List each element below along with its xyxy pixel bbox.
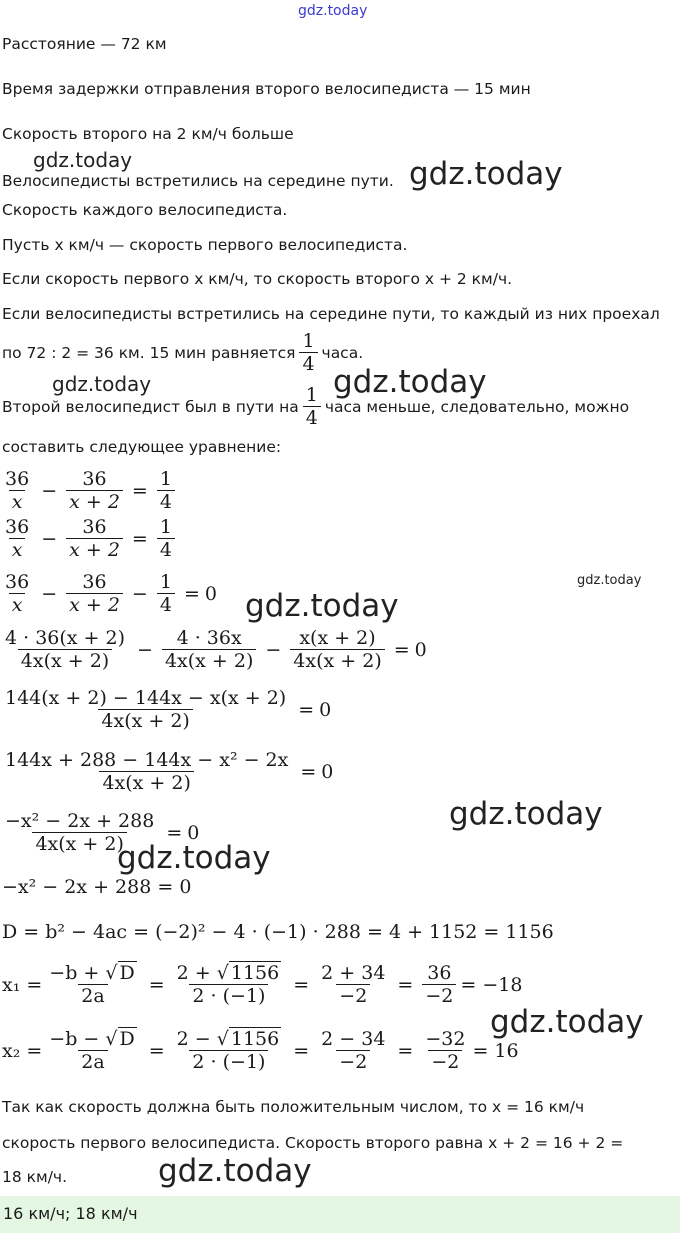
- denominator: 2a: [78, 1050, 107, 1073]
- fraction: [2, 627, 128, 672]
- solution-second-is: 18 км/ч.: [2, 1168, 68, 1186]
- solution-half-line: [2, 330, 363, 375]
- numerator: 4 · 36x: [176, 627, 242, 649]
- numerator: 4 · 36(x + 2): [5, 627, 126, 649]
- fraction: [157, 571, 175, 616]
- numerator: 36: [82, 468, 107, 490]
- denominator: −2: [336, 1050, 370, 1073]
- second-text-b: часа меньше, следовательно, можно: [324, 397, 630, 416]
- watermark: gdz.today: [449, 796, 603, 832]
- numerator: 36: [5, 516, 30, 538]
- numerator: −32: [425, 1028, 466, 1050]
- question: Скорость каждого велосипедиста.: [2, 201, 288, 219]
- denominator: 4: [157, 538, 175, 561]
- radicand: 1156: [230, 1028, 280, 1050]
- denominator: x: [9, 490, 26, 513]
- denominator: 2 · (−1): [189, 984, 268, 1007]
- x2-label: x₂ =: [2, 1039, 43, 1062]
- watermark: gdz.today: [245, 588, 399, 624]
- watermark: gdz.today: [298, 3, 368, 19]
- watermark: gdz.today: [158, 1153, 312, 1189]
- root-x2: x₂ = $\frac{-b - √ D}{2a}$ = $\frac{2 - √ 1156}{2 \cdot (-1)}$ = $\frac{2 - 34}{-2}$ = $\frac{-32}{-2}$ = 16: [2, 1028, 519, 1073]
- fraction: [2, 571, 32, 616]
- denominator: −2: [428, 1050, 462, 1073]
- numerator: 144(x + 2) − 144x − x(x + 2): [5, 687, 287, 709]
- denominator: 4x(x + 2): [99, 771, 193, 794]
- given-met: Велосипедисты встретились на середине пути.: [2, 172, 394, 190]
- denominator: 2 · (−1): [189, 1050, 268, 1073]
- numerator: 36: [82, 516, 107, 538]
- numerator: 144x + 288 − 144x − x² − 2x: [5, 749, 289, 771]
- given-distance: Расстояние — 72 км: [2, 35, 167, 53]
- numerator: x(x + 2): [299, 627, 376, 649]
- numerator: 2 − 34: [321, 1028, 386, 1050]
- numerator: 36: [427, 962, 452, 984]
- fraction: [46, 1028, 139, 1073]
- numerator: −x² − 2x + 288: [5, 810, 155, 832]
- denominator: 4x(x + 2): [18, 649, 112, 672]
- denominator: 2a: [78, 984, 107, 1007]
- numerator: 2 + √ 1156: [176, 962, 280, 984]
- watermark: gdz.today: [409, 156, 563, 192]
- watermark: gdz.today: [117, 840, 271, 876]
- numerator: 36: [5, 571, 30, 593]
- denominator: x: [9, 538, 26, 561]
- zero: 0: [321, 760, 334, 783]
- fraction: [422, 1028, 468, 1073]
- fraction: [2, 749, 291, 794]
- denominator: x + 2: [66, 593, 123, 616]
- second-text-a: Второй велосипедист был в пути на: [2, 397, 299, 416]
- equation-6: $\frac{\text{144x + 288 − 144x − x² − 2x}}{4x(x + 2)}$ = 0: [2, 749, 333, 794]
- answer-box: [0, 1196, 680, 1233]
- minus-b: −b −: [49, 1028, 100, 1050]
- solution-if-met: Если велосипедисты встретились на середине пути, то каждый из них проехал: [2, 305, 660, 323]
- denominator: 4x(x + 2): [98, 709, 192, 732]
- denominator: 4x(x + 2): [290, 649, 384, 672]
- fraction: [422, 962, 456, 1007]
- watermark: gdz.today: [490, 1004, 644, 1040]
- fraction: [157, 516, 175, 561]
- minus-b: −b +: [49, 962, 100, 984]
- denominator: −2: [422, 984, 456, 1007]
- given-speed-diff: Скорость второго на 2 км/ч больше: [2, 125, 294, 143]
- radicand: D: [119, 1028, 135, 1050]
- numerator: −b − √ D: [49, 1028, 135, 1050]
- solution-if-speed: Если скорость первого x км/ч, то скорость второго x + 2 км/ч.: [2, 270, 513, 288]
- zero: 0: [187, 821, 200, 844]
- solution-first-is: скорость первого велосипедиста. Скорость второго равна x + 2 = 16 + 2 =: [2, 1134, 624, 1152]
- numerator: 1: [159, 468, 172, 490]
- watermark: gdz.today: [577, 573, 642, 588]
- equation-8: −x² − 2x + 288 = 0: [2, 876, 192, 898]
- fraction: [2, 516, 32, 561]
- denominator: −2: [336, 984, 370, 1007]
- numerator: 36: [5, 468, 30, 490]
- zero: 0: [414, 638, 427, 661]
- denominator: 4x(x + 2): [32, 832, 126, 855]
- x1-result: = −18: [460, 973, 523, 996]
- equation-7: $\frac{\text{−x² − 2x + 288}}{4x(x + 2)}$ = 0: [2, 810, 199, 855]
- solution-second-line: [2, 384, 629, 429]
- denominator: 4x(x + 2): [162, 649, 256, 672]
- fraction: [157, 468, 175, 513]
- numerator: 1: [159, 516, 172, 538]
- watermark: gdz.today: [333, 364, 487, 400]
- denominator: 4: [157, 490, 175, 513]
- fraction: [318, 1028, 388, 1073]
- denominator: 4: [157, 593, 175, 616]
- denominator: 4: [303, 406, 321, 429]
- quarter-fraction: [303, 384, 321, 429]
- numerator: 2 + 34: [321, 962, 386, 984]
- numerator: −b + √ D: [49, 962, 135, 984]
- denominator: x + 2: [66, 490, 123, 513]
- numerator: 2 − √ 1156: [176, 1028, 280, 1050]
- solution-let: Пусть x км/ч — скорость первого велосипедиста.: [2, 236, 408, 254]
- numerator: 1: [159, 571, 172, 593]
- half-text-b: часа.: [321, 343, 364, 362]
- watermark: gdz.today: [52, 372, 152, 396]
- fraction: [162, 627, 256, 672]
- radicand: 1156: [230, 962, 280, 984]
- numerator: 1: [305, 384, 318, 406]
- answer-text: 16 км/ч; 18 км/ч: [3, 1204, 138, 1223]
- numerator: 36: [82, 571, 107, 593]
- zero: 0: [204, 582, 217, 605]
- fraction: [2, 810, 157, 855]
- denominator: 4: [299, 352, 317, 375]
- quarter-fraction: [299, 330, 317, 375]
- fraction: [2, 468, 32, 513]
- solution-positive: Так как скорость должна быть положительным числом, то x = 16 км/ч: [2, 1098, 585, 1116]
- watermark: gdz.today: [33, 148, 133, 172]
- zero: 0: [319, 698, 332, 721]
- two-minus: 2 −: [176, 1028, 211, 1050]
- denominator: x + 2: [66, 538, 123, 561]
- fraction: [174, 962, 285, 1007]
- two-plus: 2 +: [176, 962, 211, 984]
- fraction: [290, 627, 384, 672]
- fraction: [46, 962, 139, 1007]
- equation-2: $\frac{36}{x}$ − $\frac{36}{x + 2}$ = $\frac{1}{4}$: [2, 516, 179, 561]
- solution-compose: составить следующее уравнение:: [2, 438, 282, 456]
- fraction: [2, 687, 289, 732]
- equation-4: $\frac{4 \cdot 36(x + 2)}{4x(x + 2)}$ − $\frac{4 \cdot 36x}{4x(x + 2)}$ − $\frac{x(x + 2)}{4x(x + 2)}$ = 0: [2, 627, 427, 672]
- numerator: 1: [302, 330, 315, 352]
- fraction: [66, 468, 123, 513]
- fraction: [66, 571, 123, 616]
- fraction: [66, 516, 123, 561]
- fraction: [174, 1028, 285, 1073]
- fraction: [318, 962, 388, 1007]
- denominator: x: [9, 593, 26, 616]
- x2-result: = 16: [472, 1039, 519, 1062]
- x1-label: x₁ =: [2, 973, 43, 996]
- radicand: D: [119, 962, 135, 984]
- discriminant: D = b² − 4ac = (−2)² − 4 · (−1) · 288 = 4 + 1152 = 1156: [2, 921, 554, 943]
- given-delay: Время задержки отправления второго велосипедиста — 15 мин: [2, 80, 531, 98]
- equation-3: $\frac{36}{x}$ − $\frac{36}{x + 2}$ − $\frac{1}{4}$ = 0: [2, 571, 217, 616]
- equation-5: $\frac{144(x + 2) - 144x - x(x + 2)}{4x(x + 2)}$ = 0: [2, 687, 331, 732]
- half-text-a: по 72 : 2 = 36 км. 15 мин равняется: [2, 343, 296, 362]
- root-x1: x₁ = $\frac{-b + √ D}{2a}$ = $\frac{2 + √ 1156}{2 \cdot (-1)}$ = $\frac{2 + 34}{-2}$ = $\frac{36}{-2}$ = −18: [2, 962, 523, 1007]
- equation-1: $\frac{36}{x}$ − $\frac{36}{x + 2}$ = $\frac{1}{4}$: [2, 468, 179, 513]
